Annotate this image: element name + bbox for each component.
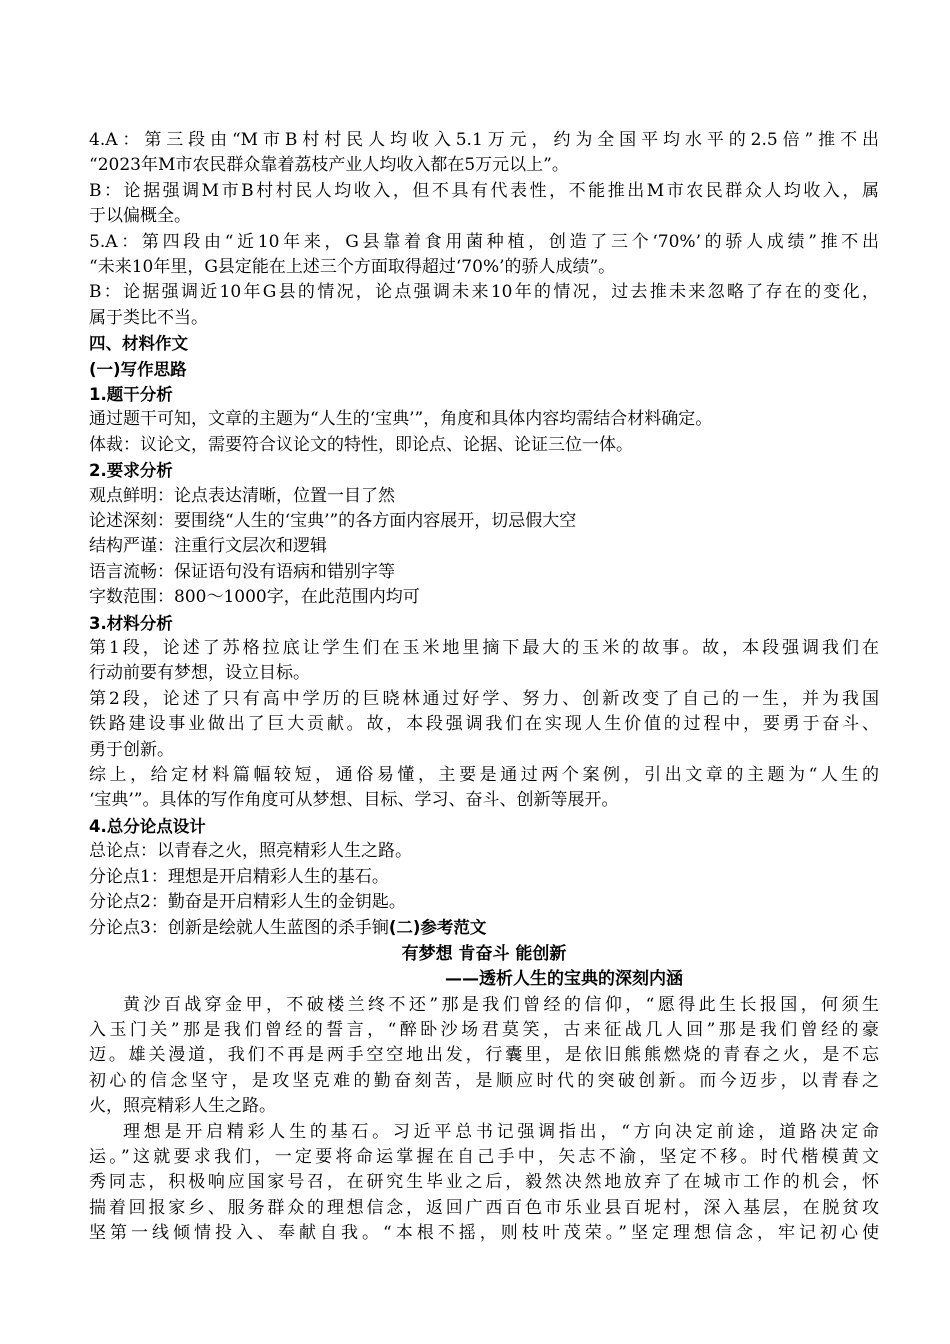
paragraph-first-line: 黄沙百战穿金甲，不破楼兰终不还”那是我们曾经的信仰，“愿得此生长报国，何须生 [123,994,879,1015]
essay-title: 有梦想 肯奋斗 能创新 [401,943,567,964]
text-line: 铁路建设事业做出了巨大贡献。故，本段强调我们在实现人生价值的过程中，要勇于奋斗、 [89,714,879,735]
section-heading: 四、材料作文 [89,334,188,354]
text-line: 运。”这就要求我们，一定要将命运掌握在自己手中，矢志不渝，坚定不移。时代楷模黄文 [89,1147,879,1168]
text-line: 坚第一线倾情投入、奉献自我。“本根不摇，则枝叶茂荣。”坚定理想信念，牢记初心使 [89,1223,879,1244]
text-line: 结构严谨：注重行文层次和逻辑 [89,536,327,557]
text-line: 初心的信念坚守，是攻坚克难的勤奋刻苦，是顺应时代的突破创新。而今迈步，以青春之 [89,1070,879,1091]
text-line: 属于类比不当。 [89,307,208,328]
essay-subtitle: ——透析人生的宝典的深刻内涵 [445,969,683,990]
text-line: 4.A：第三段由“M市B村村民人均收入5.1万元，约为全国平均水平的2.5倍”推不出 [89,130,879,150]
text-line: 分论点2：勤奋是开启精彩人生的金钥匙。 [89,892,406,913]
text-line: 综上，给定材料篇幅较短，通俗易懂，主要是通过两个案例，引出文章的主题为“人生的 [89,765,879,786]
text-line: 论述深刻：要围绕“人生的‘宝典’”的各方面内容展开，切忌假大空 [89,511,577,532]
text-line: 火，照亮精彩人生之路。 [89,1096,276,1117]
text-line: “2023年M市农民群众靠着荔枝产业人均收入都在5万元以上”。 [89,155,569,176]
section-heading: 3.材料分析 [89,613,173,633]
text-line: 观点鲜明：论点表达清晰，位置一目了然 [89,485,395,506]
text-line: B：论据强调M市B村村民人均收入，但不具有代表性，不能推出M市农民群众人均收入，属 [89,180,879,201]
text-line: 揣着回报家乡、服务群众的理想信念，返回广西百色市乐业县百坭村，深入基层，在脱贫攻 [89,1197,879,1218]
section-heading: 4.总分论点设计 [89,816,206,836]
text-line: “未来10年里，G县定能在上述三个方面取得超过‘70%’的骄人成绩”。 [89,256,616,277]
text-line: 总论点：以青春之火，照亮精彩人生之路。 [89,841,412,862]
text-segment: 分论点3：创新是绘就人生蓝图的杀手锏 [89,918,389,939]
text-line: 入玉门关”那是我们曾经的誓言，“醉卧沙场君莫笑，古来征战几人回”那是我们曾经的豪 [89,1020,879,1041]
text-line: 行动前要有梦想，设立目标。 [89,663,310,684]
text-line: ‘宝典’”。具体的写作角度可从梦想、目标、学习、奋斗、创新等展开。 [89,790,619,811]
paragraph-first-line: 理想是开启精彩人生的基石。习近平总书记强调指出，“方向决定前途，道路决定命 [123,1121,879,1142]
text-line: 于以偏概全。 [89,206,191,227]
section-heading: 2.要求分析 [89,461,173,481]
text-line: 通过题干可知，文章的主题为“人生的‘宝典’”，角度和具体内容均需结合材料确定。 [89,409,713,430]
text-line: 第1段，论述了苏格拉底让学生们在玉米地里摘下最大的玉米的故事。故，本段强调我们在 [89,638,879,659]
text-line: 体裁：议论文，需要符合议论文的特性，即论点、论据、论证三位一体。 [89,434,633,455]
section-heading: (一)写作思路 [89,359,187,379]
text-line: 分论点1：理想是开启精彩人生的基石。 [89,866,389,887]
text-line: 语言流畅：保证语句没有语病和错别字等 [89,561,395,582]
text-line: 字数范围：800～1000字，在此范围内均可 [89,587,420,608]
text-line-with-heading [89,915,879,941]
section-heading: (二)参考范文 [388,918,487,938]
text-line: 迈。雄关漫道，我们不再是两手空空地出发，行囊里，是依旧熊熊燃烧的青春之火，是不忘 [89,1045,879,1066]
text-line: 5.A：第四段由“近10年来，G县靠着食用菌种植，创造了三个‘70%’的骄人成绩”推不出 [89,231,879,252]
section-heading: 1.题干分析 [89,385,173,404]
text-line: B：论据强调近10年G县的情况，论点强调未来10年的情况，过去推未来忽略了存在的变化， [89,282,879,303]
text-line: 秀同志，积极响应国家号召，在研究生毕业之后，毅然决然地放弃了在城市工作的机会，怀 [89,1172,879,1193]
document-page [89,128,879,1247]
text-line: 第2段，论述了只有高中学历的巨晓林通过好学、努力、创新改变了自己的一生，并为我国 [89,688,879,709]
text-line: 勇于创新。 [89,739,174,760]
